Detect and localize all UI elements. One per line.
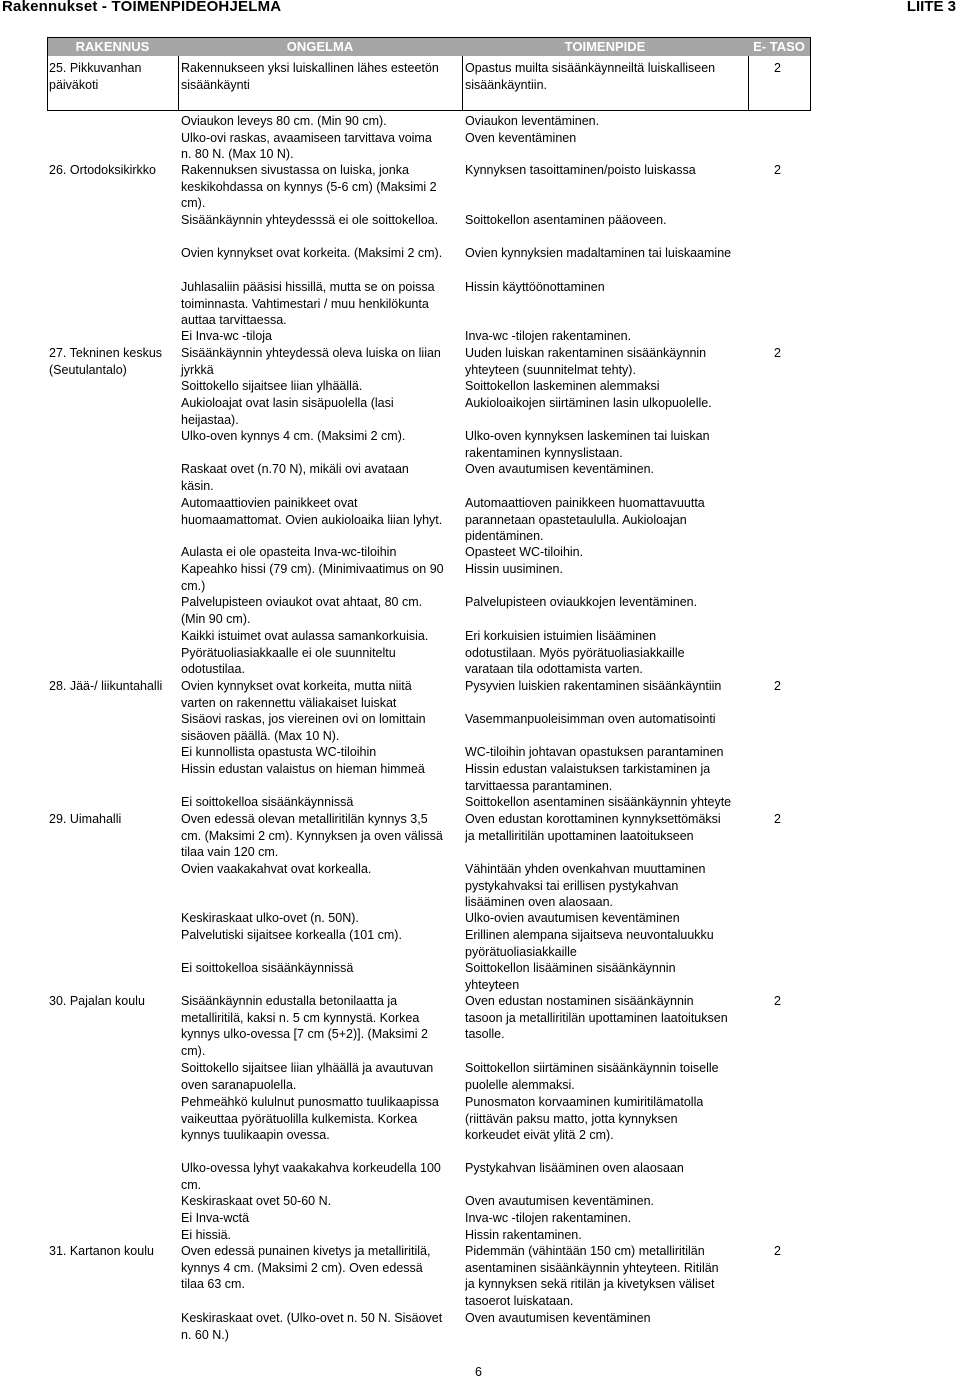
- action-cell: Automaattioven painikkeen huomattavuutta parannetaan opastetaululla. Aukioloajan pidentäminen.: [465, 496, 705, 544]
- action-cell: Kynnyksen tasoittaminen/poisto luiskassa: [465, 163, 696, 177]
- building-cell: 26. Ortodoksikirkko: [49, 163, 156, 177]
- problem-cell: Automaattiovien painikkeet ovat huomaamattomat. Ovien aukioloaika liian lyhyt.: [181, 496, 443, 527]
- problem-cell: Aukioloajat ovat lasin sisäpuolella (lasi heijastaa).: [181, 396, 394, 427]
- action-cell: Hissin edustan valaistuksen tarkistaminen ja tarvittaessa parantaminen.: [465, 762, 711, 793]
- level-cell: 2: [774, 163, 781, 177]
- problem-cell: Ei soittokelloa sisäänkäynnissä: [181, 961, 354, 975]
- problem-cell: Sisäänkäynnin edustalla betonilaatta ja metalliritilä, kaksi n. 5 cm kynnystä. Korkea kynnys ulko-ovessa [7 cm (5+2)]. (Maksimi 2 cm).: [181, 994, 428, 1059]
- action-cell: Pystykahvan lisääminen oven alaosaan: [465, 1161, 684, 1175]
- problem-cell: Kapeahko hissi (79 cm). (Minimivaatimus on 90 cm.): [181, 562, 444, 593]
- action-cell: Oven avautumisen keventäminen.: [465, 1194, 654, 1208]
- action-cell: Erillinen alempana sijaitseva neuvontaluukku pyörätuoliasiakkaille: [465, 928, 714, 959]
- building-cell: 30. Pajalan koulu: [49, 994, 145, 1008]
- action-cell: Oven avautumisen keventäminen.: [465, 462, 654, 476]
- header-action: TOIMENPIDE: [462, 37, 748, 56]
- problem-cell: Ulko-oven kynnys 4 cm. (Maksimi 2 cm).: [181, 429, 406, 443]
- action-cell: Ulko-ovien avautumisen keventäminen: [465, 911, 680, 925]
- action-cell: Opasteet WC-tiloihin.: [465, 545, 584, 559]
- row25-problem: Rakennukseen yksi luiskallinen lähes esteetön sisäänkäynti: [181, 61, 439, 92]
- header-level: E- TASO: [748, 37, 810, 56]
- building-cell: 27. Tekninen keskus (Seutulantalo): [49, 346, 163, 377]
- level-cell: 2: [774, 994, 781, 1008]
- problem-cell: Kaikki istuimet ovat aulassa samankorkuisia. Pyörätuoliasiakkaalle ei ole suunniteltu odotustilaa.: [181, 629, 429, 677]
- action-cell: Uuden luiskan rakentaminen sisäänkäynnin yhteyteen (suunnitelmat tehty).: [465, 346, 707, 377]
- level-cell: 2: [774, 1244, 781, 1258]
- problem-cell: Juhlasaliin pääsisi hissillä, mutta se on poissa toiminnasta. Vahtimestari / muu henkilökunta auttaa tarvittaessa.: [181, 280, 435, 328]
- action-cell: Soittokellon siirtäminen sisäänkäynnin toiselle puolelle alemmaksi.: [465, 1061, 719, 1092]
- level-cell: 2: [774, 812, 781, 826]
- problem-cell: Aulasta ei ole opasteita Inva-wc-tiloihin: [181, 545, 397, 559]
- row25-level: 2: [774, 61, 781, 75]
- action-cell: Vähintään yhden ovenkahvan muuttaminen pystykahvaksi tai erillisen pystykahvan lisääminen oven alaosaan.: [465, 862, 706, 910]
- header-problem: ONGELMA: [178, 37, 462, 56]
- problem-cell: Hissin edustan valaistus on hieman himmeä: [181, 762, 425, 776]
- problem-cell: Ovien vaakakahvat ovat korkealla.: [181, 862, 372, 876]
- action-cell: Pidemmän (vähintään 150 cm) metalliritilän asentaminen sisäänkäynnin yhteyteen. Ritilän ja kynnyksen sekä ritilän ja kivetyksen väliset tasoerot luiskataan.: [465, 1244, 719, 1309]
- action-cell: Hissin rakentaminen.: [465, 1228, 582, 1242]
- column-divider: [462, 56, 463, 110]
- problem-cell: Keskiraskaat ovet 50-60 N.: [181, 1194, 332, 1208]
- problem-cell: Oviaukon leveys 80 cm. (Min 90 cm). Ulko-ovi raskas, avaamiseen tarvittava voima n. 80 N. (Max 10 N).: [181, 114, 432, 162]
- row25-building: 25. Pikkuvanhan päiväkoti: [49, 61, 142, 92]
- action-cell: Pysyvien luiskien rakentaminen sisäänkäyntiin: [465, 679, 722, 693]
- action-cell: Oven edustan korottaminen kynnyksettömäksi ja metalliritilän upottaminen laatoitukseen: [465, 812, 721, 843]
- header-building: RAKENNUS: [47, 37, 178, 56]
- action-cell: Punosmaton korvaaminen kumiritilämatolla (riittävän paksu matto, jotta kynnyksen korkeudet eivät ylitä 2 cm).: [465, 1095, 704, 1143]
- problem-cell: Ei hissiä.: [181, 1228, 232, 1242]
- action-cell: Hissin käyttöönottaminen: [465, 280, 605, 294]
- action-cell: Soittokellon laskeminen alemmaksi: [465, 379, 660, 393]
- action-cell: Vasemmanpuoleisimman oven automatisointi: [465, 712, 716, 726]
- action-cell: Oven avautumisen keventäminen: [465, 1311, 651, 1325]
- action-cell: Inva-wc -tilojen rakentaminen.: [465, 1211, 632, 1225]
- column-divider: [748, 56, 749, 110]
- action-cell: Oven edustan nostaminen sisäänkäynnin tasoon ja metalliritilän upottaminen laatoituksen tasolle.: [465, 994, 728, 1042]
- action-cell: Soittokellon asentaminen pääoveen.: [465, 213, 667, 227]
- problem-cell: Oven edessä punainen kivetys ja metalliritilä, kynnys 4 cm. (Maksimi 2 cm). Oven edessä tilaa 63 cm.: [181, 1244, 431, 1292]
- problem-cell: Sisäovi raskas, jos viereinen ovi on lomittain sisäoven päällä. (Max 10 N).: [181, 712, 426, 743]
- building-cell: 28. Jää-/ liikuntahalli: [49, 679, 163, 693]
- problem-cell: Soittokello sijaitsee liian ylhäällä.: [181, 379, 363, 393]
- problem-cell: Ei Inva-wc -tiloja: [181, 329, 272, 343]
- page-number: 6: [475, 1365, 482, 1379]
- problem-cell: Rakennuksen sivustassa on luiska, jonka keskikohdassa on kynnys (5-6 cm) (Maksimi 2 cm).: [181, 163, 437, 211]
- level-cell: 2: [774, 346, 781, 360]
- building-cell: 29. Uimahalli: [49, 812, 122, 826]
- problem-cell: Soittokello sijaitsee liian ylhäällä ja avautuvan oven saranapuolella.: [181, 1061, 434, 1092]
- problem-cell: Ulko-ovessa lyhyt vaakakahva korkeudella 100 cm.: [181, 1161, 441, 1192]
- building-cell: 31. Kartanon koulu: [49, 1244, 154, 1258]
- problem-cell: Ei Inva-wctä: [181, 1211, 250, 1225]
- problem-cell: Ei soittokelloa sisäänkäynnissä: [181, 795, 354, 809]
- action-cell: Palvelupisteen oviaukkojen leventäminen.: [465, 595, 698, 609]
- problem-cell: Keskiraskaat ovet. (Ulko-ovet n. 50 N. Sisäovet n. 60 N.): [181, 1311, 443, 1342]
- appendix-label: LIITE 3: [906, 0, 956, 15]
- level-cell: 2: [774, 679, 781, 693]
- row25-action: Opastus muilta sisäänkäynneiltä luiskalliseen sisäänkäyntiin.: [465, 61, 716, 92]
- problem-cell: Palvelutiski sijaitsee korkealla (101 cm).: [181, 928, 402, 942]
- problem-cell: Raskaat ovet (n.70 N), mikäli ovi avataan käsin.: [181, 462, 409, 493]
- column-divider: [178, 56, 179, 110]
- action-cell: Soittokellon lisääminen sisäänkäynnin yhteyteen: [465, 961, 676, 992]
- problem-cell: Palvelupisteen oviaukot ovat ahtaat, 80 cm. (Min 90 cm).: [181, 595, 423, 626]
- problem-cell: Ei kunnollista opastusta WC-tiloihin: [181, 745, 377, 759]
- problem-cell: Sisäänkäynnin yhteydesssä ei ole soittokelloa.: [181, 213, 439, 227]
- problem-cell: Sisäänkäynnin yhteydessä oleva luiska on liian jyrkkä: [181, 346, 441, 377]
- action-cell: Eri korkuisien istuimien lisääminen odotustilaan. Myös pyörätuoliasiakkaille varataan tila odottamista varten.: [465, 629, 685, 677]
- action-cell: WC-tiloihin johtavan opastuksen parantaminen: [465, 745, 724, 759]
- problem-cell: Ovien kynnykset ovat korkeita. (Maksimi 2 cm).: [181, 246, 443, 260]
- action-cell: Ovien kynnyksien madaltaminen tai luiskaamine: [465, 246, 732, 260]
- action-cell: Soittokellon asentaminen sisäänkäynnin yhteyte: [465, 795, 732, 809]
- action-cell: Oviaukon leventäminen. Oven keventäminen: [465, 114, 600, 145]
- document-title: Rakennukset - TOIMENPIDEOHJELMA: [2, 0, 282, 15]
- problem-cell: Keskiraskaat ulko-ovet (n. 50N).: [181, 911, 359, 925]
- problem-cell: Oven edessä olevan metalliritilän kynnys 3,5 cm. (Maksimi 2 cm). Kynnyksen ja oven välissä tilaa vain 120 cm.: [181, 812, 443, 860]
- problem-cell: Pehmeähkö kululnut punosmatto tuulikaapissa vaikeuttaa pyörätuolilla kulkemista. Korkea kynnys tuulikaapin ovessa.: [181, 1095, 439, 1143]
- action-cell: Hissin uusiminen.: [465, 562, 563, 576]
- action-cell: Inva-wc -tilojen rakentaminen.: [465, 329, 632, 343]
- action-cell: Aukioloaikojen siirtäminen lasin ulkopuolelle.: [465, 396, 712, 410]
- problem-cell: Ovien kynnykset ovat korkeita, mutta niitä varten on rakennettu väliakaiset luiskat: [181, 679, 412, 710]
- action-cell: Ulko-oven kynnyksen laskeminen tai luiskan rakentaminen kynnyslistaan.: [465, 429, 710, 460]
